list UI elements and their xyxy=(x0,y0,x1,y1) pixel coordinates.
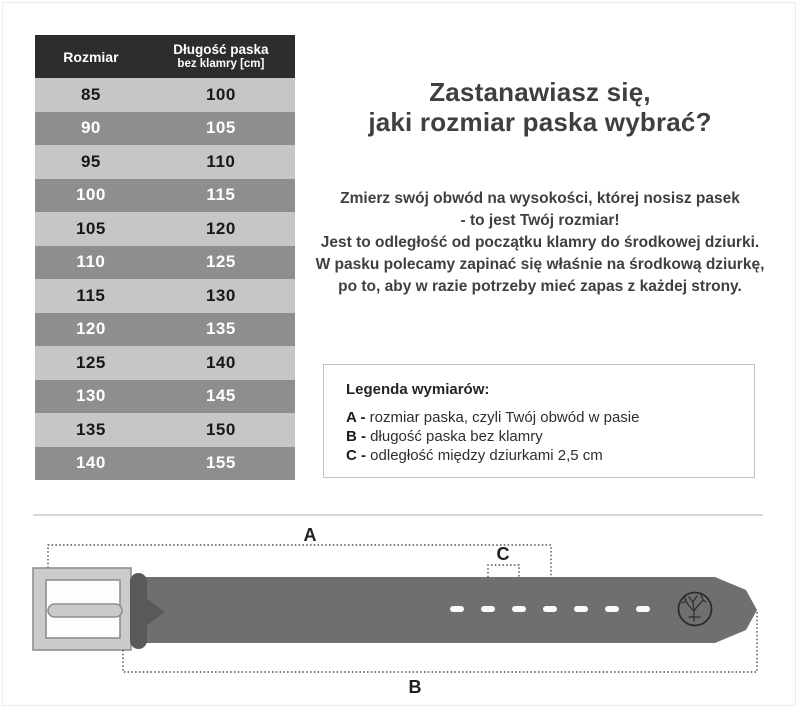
size-cell: 95 xyxy=(80,151,101,171)
page-title-line1: Zastanawiasz się, xyxy=(429,77,651,107)
belt-hole xyxy=(636,606,650,612)
legend-item-key: A - xyxy=(346,409,366,426)
size-cell: 85 xyxy=(80,84,101,104)
table-row xyxy=(35,78,295,112)
belt-diagram xyxy=(0,514,800,707)
table-row xyxy=(35,346,295,380)
dimension-b-label: B xyxy=(408,677,422,697)
intro-line: W pasku polecamy zapinać się właśnie na środkową dziurkę, xyxy=(315,256,765,273)
size-table xyxy=(35,35,295,480)
legend-items xyxy=(346,408,744,465)
legend-item xyxy=(346,408,744,427)
table-row xyxy=(35,112,295,146)
length-cell: 135 xyxy=(205,319,236,339)
table-row xyxy=(35,279,295,313)
length-cell: 145 xyxy=(205,386,236,406)
legend-item xyxy=(346,446,744,465)
belt-hole xyxy=(450,606,464,612)
table-row xyxy=(35,246,295,280)
belt-hole xyxy=(512,606,526,612)
dimension-a-label: A xyxy=(303,525,317,545)
length-cell: 100 xyxy=(205,84,236,104)
size-cell: 120 xyxy=(75,319,106,339)
size-cell: 105 xyxy=(75,218,106,238)
header-size-label: Rozmiar xyxy=(63,48,119,65)
length-cell: 150 xyxy=(205,419,236,439)
belt-buckle xyxy=(33,568,131,650)
intro-line: - to jest Twój rozmiar! xyxy=(460,212,620,229)
belt-strap xyxy=(125,577,715,643)
header-size-column xyxy=(35,35,147,78)
size-cell: 110 xyxy=(76,252,106,272)
intro-line: po to, aby w razie potrzeby mieć zapas z każdej strony. xyxy=(338,278,742,295)
header-length-column xyxy=(147,35,295,78)
belt-keeper-loop xyxy=(130,573,147,649)
length-cell: 120 xyxy=(205,218,236,238)
legend-box xyxy=(323,364,755,478)
legend-item-text: odległość między dziurkami 2,5 cm xyxy=(370,447,603,464)
table-row xyxy=(35,313,295,347)
belt-hole xyxy=(481,606,495,612)
page-title xyxy=(300,77,780,137)
belt-hole xyxy=(543,606,557,612)
table-row xyxy=(35,212,295,246)
size-table-header xyxy=(35,35,295,78)
size-cell: 125 xyxy=(75,352,106,372)
size-cell: 90 xyxy=(80,118,101,138)
size-cell: 115 xyxy=(76,285,106,305)
size-table-body xyxy=(35,78,295,480)
size-cell: 135 xyxy=(75,419,106,439)
length-cell: 115 xyxy=(206,185,236,205)
length-cell: 140 xyxy=(205,352,236,372)
size-cell: 130 xyxy=(75,386,106,406)
buckle-pin xyxy=(48,604,122,617)
intro-text xyxy=(295,188,785,298)
table-row xyxy=(35,380,295,414)
page-title-line2: jaki rozmiar paska wybrać? xyxy=(368,107,712,137)
intro-line: Zmierz swój obwód na wysokości, której nosisz pasek xyxy=(340,190,740,207)
table-row xyxy=(35,179,295,213)
table-row xyxy=(35,413,295,447)
length-cell: 105 xyxy=(205,118,236,138)
legend-item-key: B - xyxy=(346,428,366,445)
length-cell: 130 xyxy=(205,285,236,305)
header-length-label: Długość paska xyxy=(173,41,269,57)
legend-item xyxy=(346,427,744,446)
belt-hole xyxy=(605,606,619,612)
header-length-sublabel: bez klamry [cm] xyxy=(177,57,265,70)
length-cell: 110 xyxy=(206,151,236,171)
intro-line: Jest to odległość od początku klamry do środkowej dziurki. xyxy=(320,234,760,251)
length-cell: 155 xyxy=(205,453,236,473)
legend-item-text: długość paska bez klamry xyxy=(370,428,543,445)
length-cell: 125 xyxy=(205,252,236,272)
table-row xyxy=(35,145,295,179)
size-cell: 100 xyxy=(75,185,106,205)
legend-title: Legenda wymiarów: xyxy=(346,381,490,398)
legend-item-text: rozmiar paska, czyli Twój obwód w pasie xyxy=(369,409,640,426)
belt-hole xyxy=(574,606,588,612)
size-cell: 140 xyxy=(75,453,106,473)
legend-item-key: C - xyxy=(346,447,366,464)
table-row xyxy=(35,447,295,481)
belt-tip xyxy=(715,577,757,643)
dimension-c-label: C xyxy=(496,544,510,564)
